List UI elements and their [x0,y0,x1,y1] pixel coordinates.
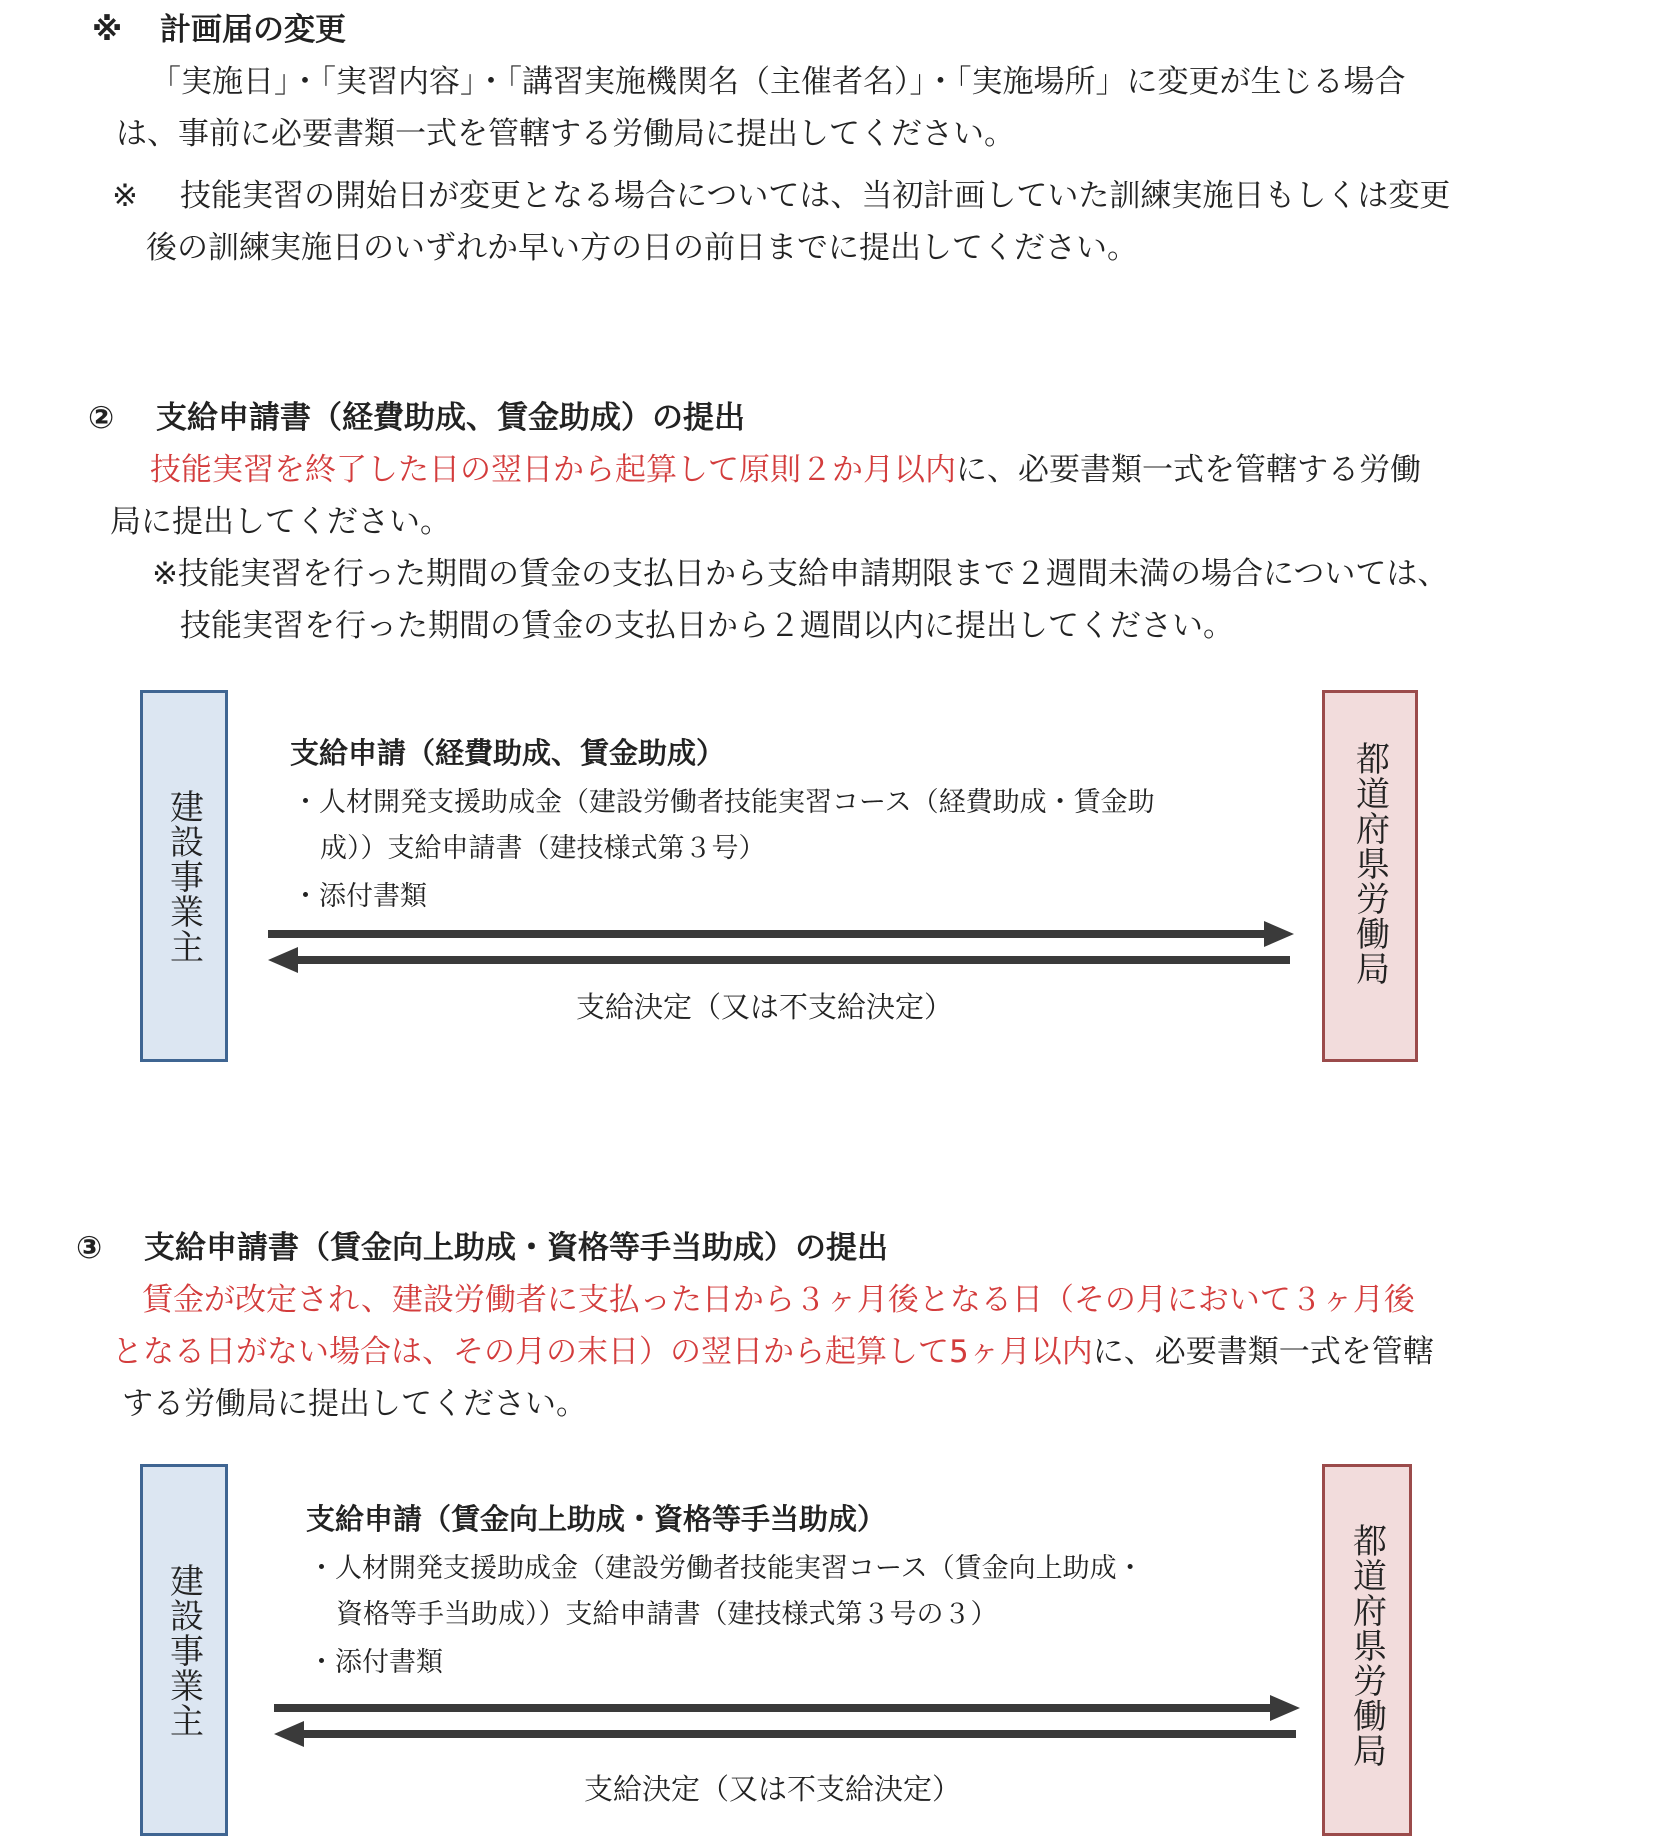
section-2-title: 支給申請書（経費助成、賃金助成）の提出 [156,400,745,436]
diagram-2-item2: ・添付書類 [308,1647,443,1678]
section-2-deadline: 技能実習を終了した日の翌日から起算して原則２か月以内 [150,452,956,488]
diagram-1-labor-bureau-box [1322,690,1418,1062]
diagram-2-request-title: 支給申請（賃金向上助成・資格等手当助成） [306,1502,887,1536]
diagram-2-item1-line1: ・人材開発支援助成金（建設労働者技能実習コース（賃金向上助成・ [308,1553,1144,1584]
section-2-line1-rest: に、必要書類一式を管轄する労働 [956,452,1421,488]
diagram-1-employer-box [140,690,228,1062]
diagram-2-response-arrowhead [274,1721,304,1747]
section-2-line2: 局に提出してください。 [110,504,451,540]
plan-change-note-line1: 技能実習の開始日が変更となる場合については、当初計画していた訓練実施日もしくは変更 [180,178,1451,214]
section-3-number: ③ [76,1230,103,1266]
plan-change-mark: ※ [92,12,123,48]
diagram-2-request-arrowhead [1270,1695,1300,1721]
plan-change-note-line2: 後の訓練実施日のいずれか早い方の日の前日までに提出してください。 [146,230,1138,266]
diagram-1-response-arrowhead [268,947,298,973]
diagram-2-labor-bureau-label: 都道府県労働局 [1346,1523,1387,1768]
diagram-1-labor-bureau-label: 都道府県労働局 [1349,741,1390,986]
plan-change-title: 計画届の変更 [160,12,346,48]
section-3-line2-rest: に、必要書類一式を管轄 [1092,1334,1434,1370]
diagram-2-employer-box [140,1464,228,1836]
section-3-deadline: となる日がない場合は、その月の末日）の翌日から起算して5ヶ月以内 [112,1334,1093,1370]
diagram-2-employer-label: 建設事業主 [163,1563,204,1738]
section-2-line1 [150,444,1421,496]
diagram-2-arrows [272,1694,1302,1746]
diagram-1-response-label: 支給決定（又は不支給決定） [576,990,954,1024]
section-2-number: ② [88,400,115,436]
diagram-1-request-title: 支給申請（経費助成、賃金助成） [290,736,726,770]
diagram-1-arrows [266,920,1296,972]
section-3-line2 [112,1326,1434,1378]
section-3-red-line1: 賃金が改定され、建設労働者に支払った日から３ヶ月後となる日（その月において３ヶ月後 [142,1282,1415,1318]
diagram-1-request-arrowhead [1264,921,1294,947]
plan-change-note-mark: ※ [112,178,138,214]
section-3-title: 支給申請書（賃金向上助成・資格等手当助成）の提出 [144,1230,888,1266]
section-2-note-line2: 技能実習を行った期間の賃金の支払日から２週間以内に提出してください。 [180,608,1234,644]
section-2-note-line1: ※技能実習を行った期間の賃金の支払日から支給申請期限まで２週間未満の場合については、 [152,556,1449,592]
diagram-1-item1-line1: ・人材開発支援助成金（建設労働者技能実習コース（経費助成・賃金助 [292,787,1155,818]
diagram-2-item1-line2: 資格等手当助成））支給申請書（建技様式第３号の３） [336,1599,998,1630]
diagram-1-employer-label: 建設事業主 [163,789,204,964]
diagram-1-item1-line2: 成））支給申請書（建技様式第３号） [320,833,766,864]
diagram-2-labor-bureau-box [1322,1464,1412,1836]
plan-change-line2: は、事前に必要書類一式を管轄する労働局に提出してください。 [116,116,1015,152]
diagram-1-item2: ・添付書類 [292,881,427,912]
plan-change-line1: 「実施日」・「実習内容」・「講習実施機関名（主催者名）」・「実施場所」に変更が生じる場合 [150,64,1406,100]
section-3-line3: する労働局に提出してください。 [122,1386,587,1422]
diagram-2-response-label: 支給決定（又は不支給決定） [584,1772,962,1806]
